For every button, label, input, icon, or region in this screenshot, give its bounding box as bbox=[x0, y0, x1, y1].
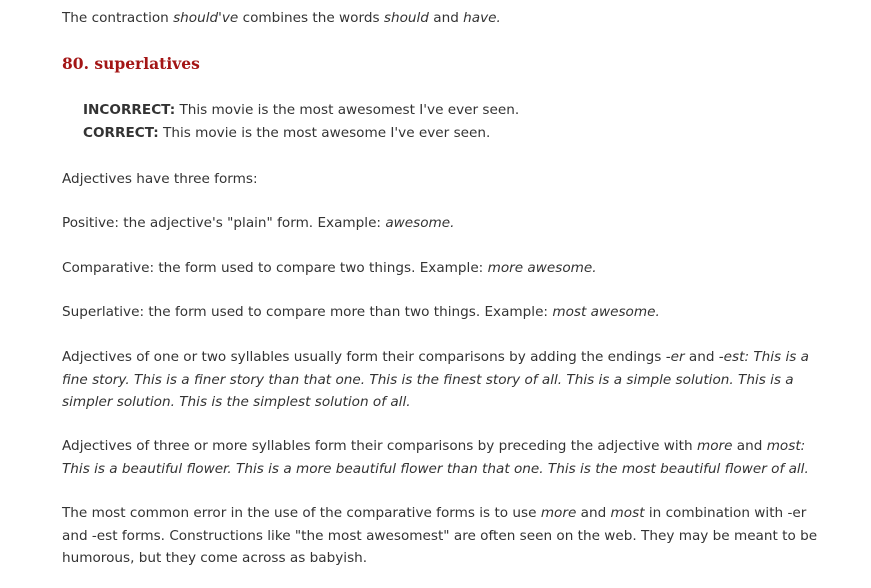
incorrect-example bbox=[83, 99, 803, 122]
positive-text: Positive: the adjective's "plain" form. Example: bbox=[62, 215, 386, 231]
incorrect-sentence: This movie is the most awesomest I've ever seen. bbox=[175, 102, 520, 118]
comparative-paragraph bbox=[62, 257, 822, 280]
positive-example: awesome. bbox=[385, 215, 455, 231]
example-block bbox=[83, 99, 803, 145]
superlative-paragraph bbox=[62, 301, 822, 324]
common-error-paragraph bbox=[62, 502, 822, 570]
paragraph-emphasis: -est: This is a fine story. This is a finer story than that one. This is the finest story of all. This is a simple solution. This is a simpler solution. This is the simplest solution of all. bbox=[62, 349, 809, 410]
positive-paragraph bbox=[62, 212, 822, 235]
superlative-text: Superlative: the form used to compare more than two things. Example: bbox=[62, 304, 553, 320]
superlative-example: most awesome. bbox=[552, 304, 660, 320]
three-syllables-paragraph bbox=[62, 435, 822, 480]
intro-emphasis: should bbox=[383, 10, 429, 26]
paragraph-emphasis: most bbox=[610, 505, 645, 521]
intro-text: The contraction bbox=[62, 10, 174, 26]
comparative-example: more awesome. bbox=[487, 260, 597, 276]
forms-intro: Adjectives have three forms: bbox=[62, 171, 258, 187]
intro-text: combines the words bbox=[238, 10, 384, 26]
correct-sentence: This movie is the most awesome I've ever seen. bbox=[158, 125, 491, 141]
incorrect-label: INCORRECT: bbox=[83, 102, 176, 118]
paragraph-text: Adjectives of three or more syllables form their comparisons by preceding the adjective with bbox=[62, 438, 697, 454]
paragraph-text: The most common error in the use of the comparative forms is to use bbox=[62, 505, 541, 521]
section-heading: 80. superlatives bbox=[62, 54, 200, 73]
paragraph-text: and bbox=[684, 349, 719, 365]
paragraph-text: in combination with -er and -est forms. Constructions like "the most awesomest" are often seen on the web. They may be meant to be humorous, but they come across as babyish. bbox=[62, 505, 818, 566]
paragraph-emphasis: more bbox=[540, 505, 577, 521]
paragraph-text: and bbox=[576, 505, 611, 521]
one-two-syllables-paragraph bbox=[62, 346, 822, 414]
intro-paragraph bbox=[62, 7, 822, 30]
paragraph-text: Adjectives of one or two syllables usually form their comparisons by adding the endings bbox=[62, 349, 666, 365]
paragraph-emphasis: most: This is a beautiful flower. This is a more beautiful flower than that one. This is the most beautiful flower of all. bbox=[62, 438, 809, 477]
correct-example bbox=[83, 122, 803, 145]
paragraph-emphasis: more bbox=[696, 438, 733, 454]
paragraph-emphasis: -er bbox=[665, 349, 685, 365]
intro-emphasis: have. bbox=[463, 10, 501, 26]
intro-text: and bbox=[428, 10, 464, 26]
correct-label: CORRECT: bbox=[83, 125, 159, 141]
intro-emphasis: should've bbox=[173, 10, 239, 26]
paragraph-text: and bbox=[732, 438, 767, 454]
comparative-text: Comparative: the form used to compare two things. Example: bbox=[62, 260, 488, 276]
